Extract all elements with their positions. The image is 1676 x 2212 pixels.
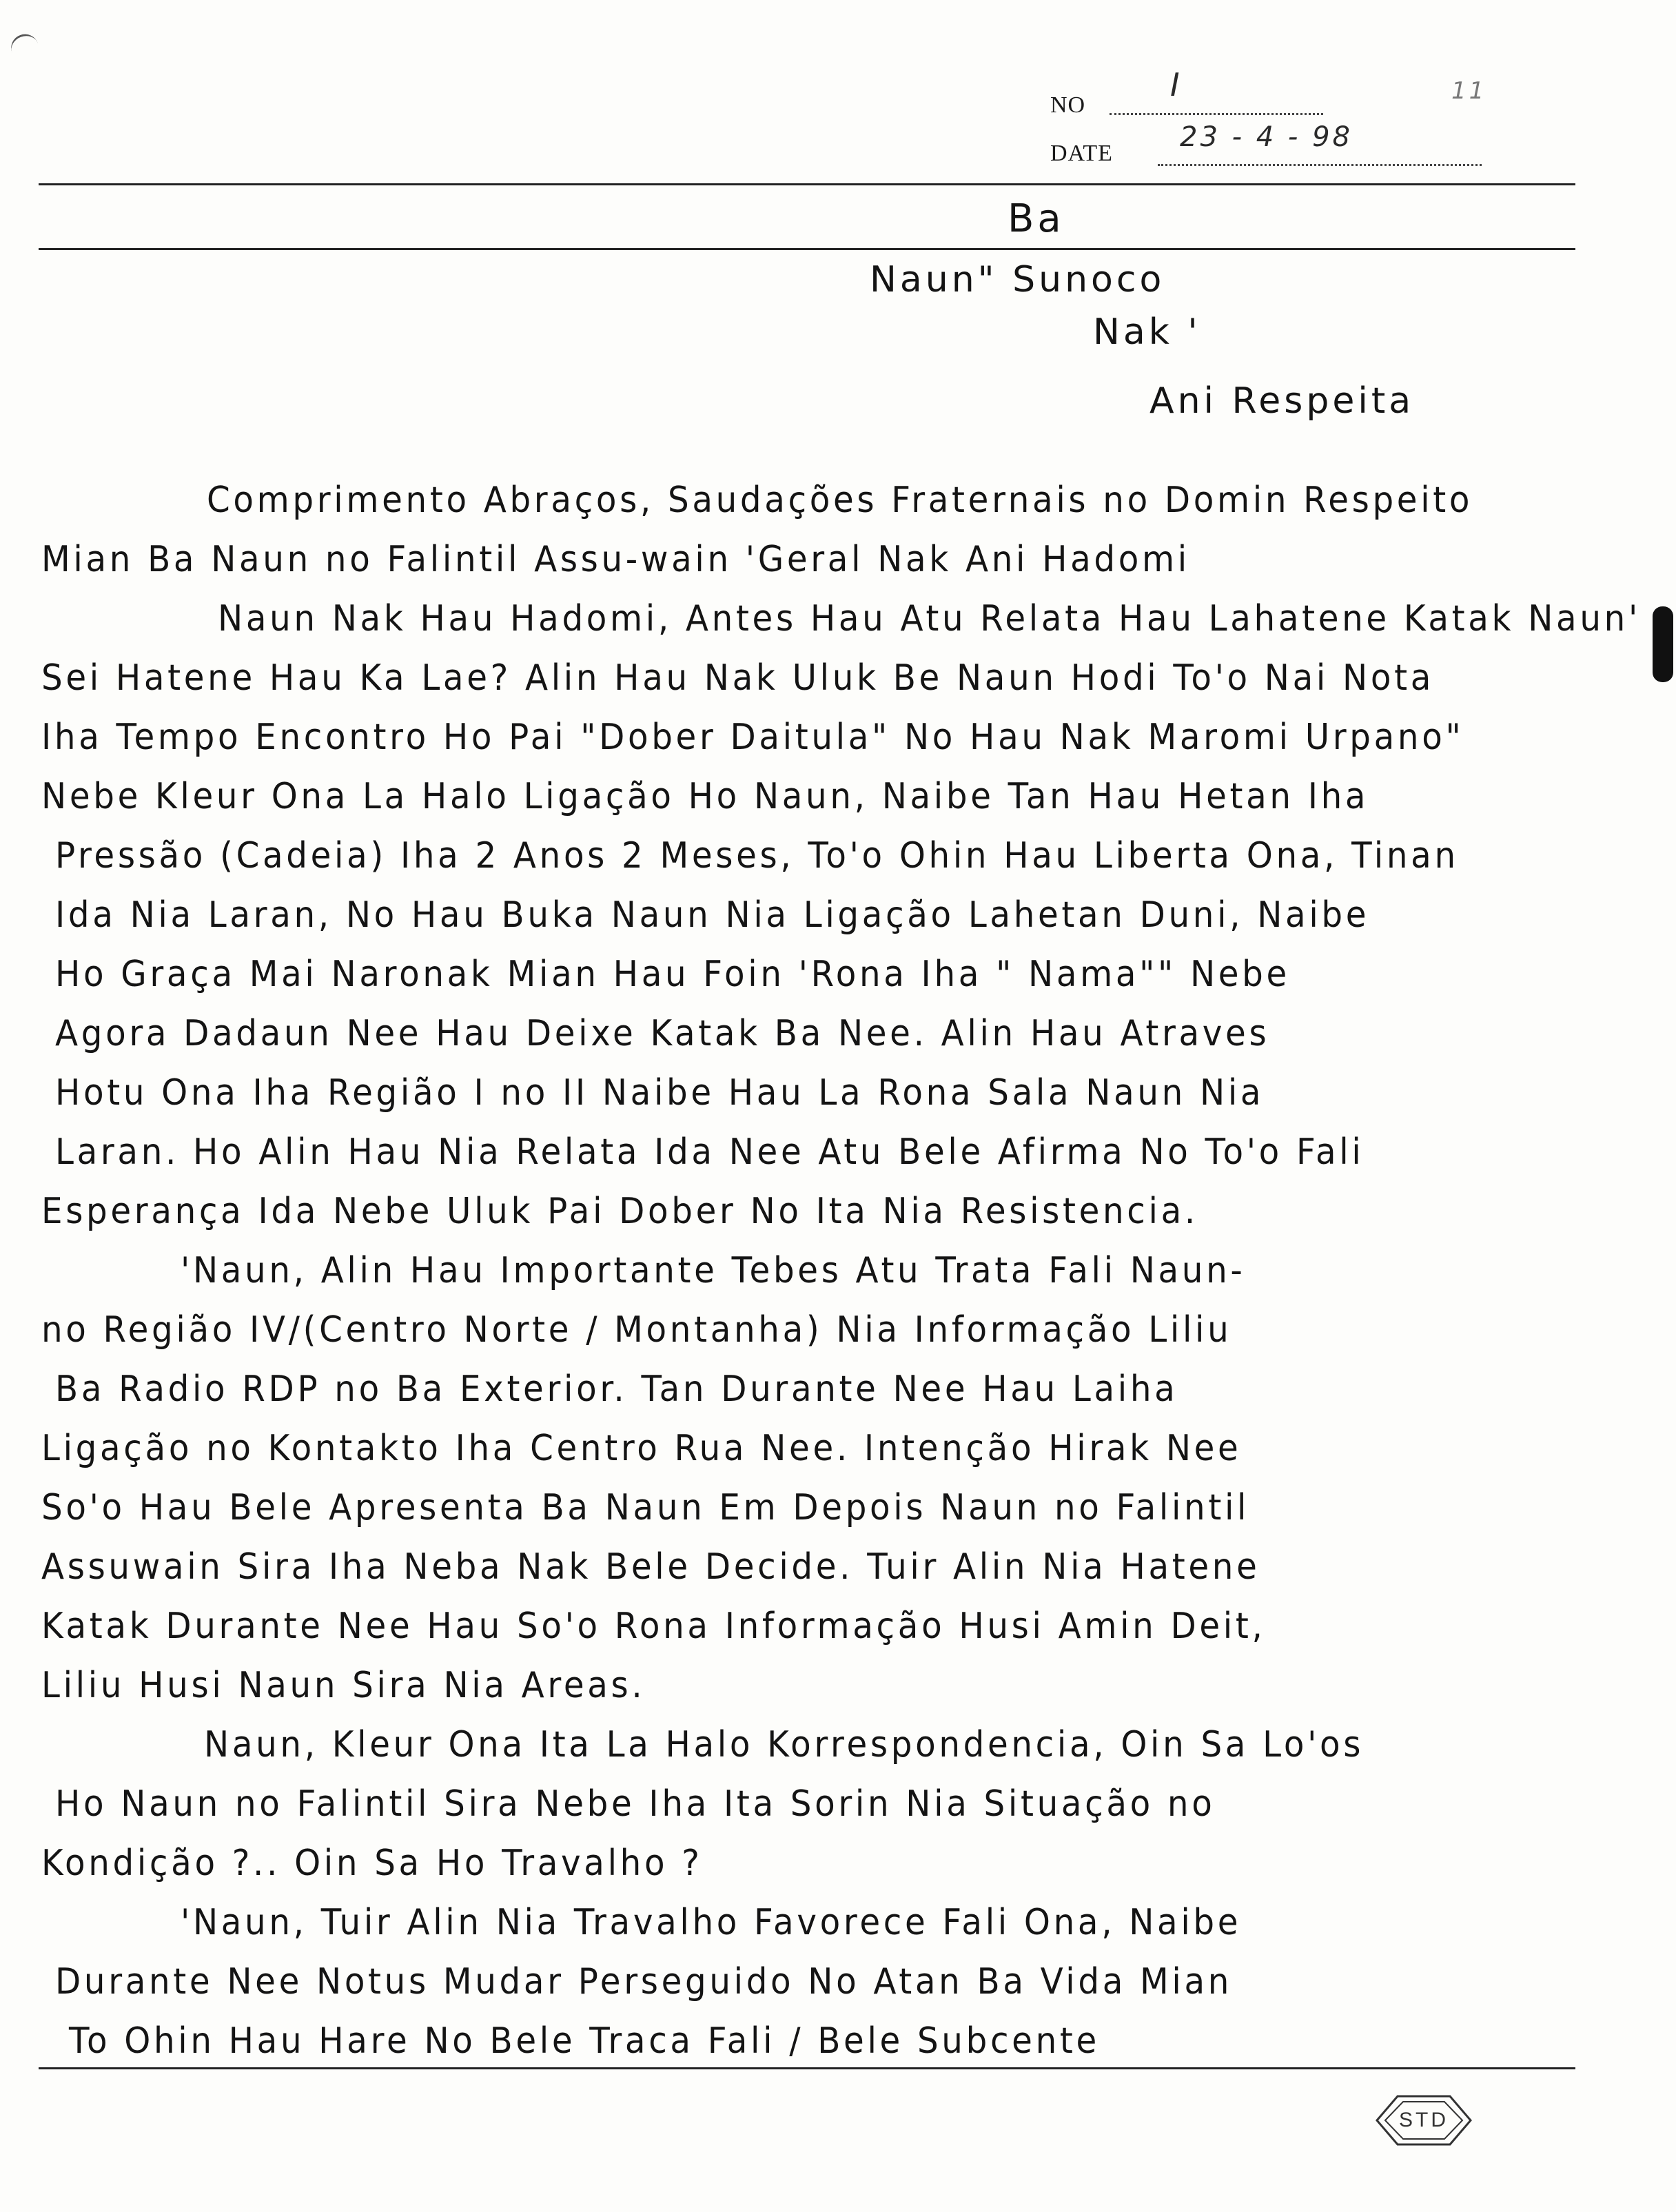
date-value: 23 - 4 - 98 (1180, 121, 1353, 153)
body-line: Hotu Ona Iha Região I no II Naibe Hau La Rona Sala Naun Nia (55, 1072, 1265, 1114)
body-line: Laran. Ho Alin Hau Nia Relata Ida Nee Atu Bele Afirma No To'o Fali (55, 1131, 1365, 1173)
salutation-to: Ba (1008, 196, 1065, 241)
body-line: Sei Hatene Hau Ka Lae? Alin Hau Nak Uluk Be Naun Hodi To'o Nai Nota (41, 657, 1434, 699)
body-line: Kondição ?.. Oin Sa Ho Travalho ? (41, 1843, 703, 1884)
body-line: Comprimento Abraços, Saudações Fraternais no Domin Respeito (207, 480, 1473, 521)
date-label: DATE (1050, 141, 1113, 166)
body-line: Esperança Ida Nebe Uluk Pai Dober No Ita Nia Resistencia. (41, 1191, 1198, 1232)
edge-ink-mark (1653, 606, 1673, 682)
body-line: Naun, Kleur Ona Ita La Halo Korrespondencia, Oin Sa Lo'os (204, 1724, 1365, 1765)
stamp-logo (1370, 2091, 1478, 2150)
body-line: Katak Durante Nee Hau So'o Rona Informação Husi Amin Deit, (41, 1606, 1266, 1647)
header-rule-bottom (39, 248, 1575, 250)
body-line: Agora Dadaun Nee Hau Deixe Katak Ba Nee. Alin Hau Atraves (55, 1013, 1270, 1054)
body-line: 'Naun, Alin Hau Importante Tebes Atu Trata Fali Naun- (181, 1250, 1246, 1291)
body-line: Liliu Husi Naun Sira Nia Areas. (41, 1665, 646, 1706)
header-rule-top (39, 183, 1575, 185)
salutation-line-2: Nak ' (1093, 311, 1201, 353)
date-dotted-line (1158, 164, 1482, 166)
body-line: 'Naun, Tuir Alin Nia Travalho Favorece Fali Ona, Naibe (181, 1902, 1242, 1943)
body-line: To Ohin Hau Hare No Bele Traca Fali / Bele Subcente (69, 2020, 1100, 2062)
body-line: Iha Tempo Encontro Ho Pai "Dober Daitula" No Hau Nak Maromi Urpano" (41, 717, 1464, 758)
body-line: So'o Hau Bele Apresenta Ba Naun Em Depois Naun no Falintil (41, 1487, 1250, 1528)
stamp-text: STD (1399, 2109, 1449, 2131)
body-line: Naun Nak Hau Hadomi, Antes Hau Atu Relata Hau Lahatene Katak Naun' (218, 598, 1641, 639)
body-line: Assuwain Sira Iha Neba Nak Bele Decide. Tuir Alin Nia Hatene (41, 1546, 1260, 1588)
body-line: Ho Naun no Falintil Sira Nebe Iha Ita Sorin Nia Situação no (55, 1783, 1216, 1825)
body-line: Mian Ba Naun no Falintil Assu-wain 'Geral Nak Ani Hadomi (41, 539, 1190, 580)
body-line: Nebe Kleur Ona La Halo Ligação Ho Naun, Naibe Tan Hau Hetan Iha (41, 776, 1369, 817)
body-line: Ba Radio RDP no Ba Exterior. Tan Durante Nee Hau Laiha (55, 1369, 1178, 1410)
salutation-line-1: Naun" Sunoco (870, 259, 1165, 300)
corner-scan-mark (8, 30, 40, 57)
salutation-line-3: Ani Respeita (1149, 380, 1415, 422)
body-line: Pressão (Cadeia) Iha 2 Anos 2 Meses, To'o Ohin Hau Liberta Ona, Tinan (55, 835, 1459, 877)
footer-rule (39, 2067, 1575, 2069)
body-line: no Região IV/(Centro Norte / Montanha) Nia Informação Liliu (41, 1309, 1232, 1351)
no-extra-mark: 11 (1451, 77, 1487, 105)
no-label: NO (1050, 92, 1086, 118)
no-dotted-line (1110, 113, 1323, 115)
no-value: I (1170, 66, 1183, 103)
body-line: Ho Graça Mai Naronak Mian Hau Foin 'Rona Iha " Nama"" Nebe (55, 954, 1290, 995)
body-line: Ida Nia Laran, No Hau Buka Naun Nia Ligação Lahetan Duni, Naibe (55, 894, 1370, 936)
body-line: Ligação no Kontakto Iha Centro Rua Nee. Intenção Hirak Nee (41, 1428, 1242, 1469)
body-line: Durante Nee Notus Mudar Perseguido No Atan Ba Vida Mian (55, 1961, 1233, 2003)
